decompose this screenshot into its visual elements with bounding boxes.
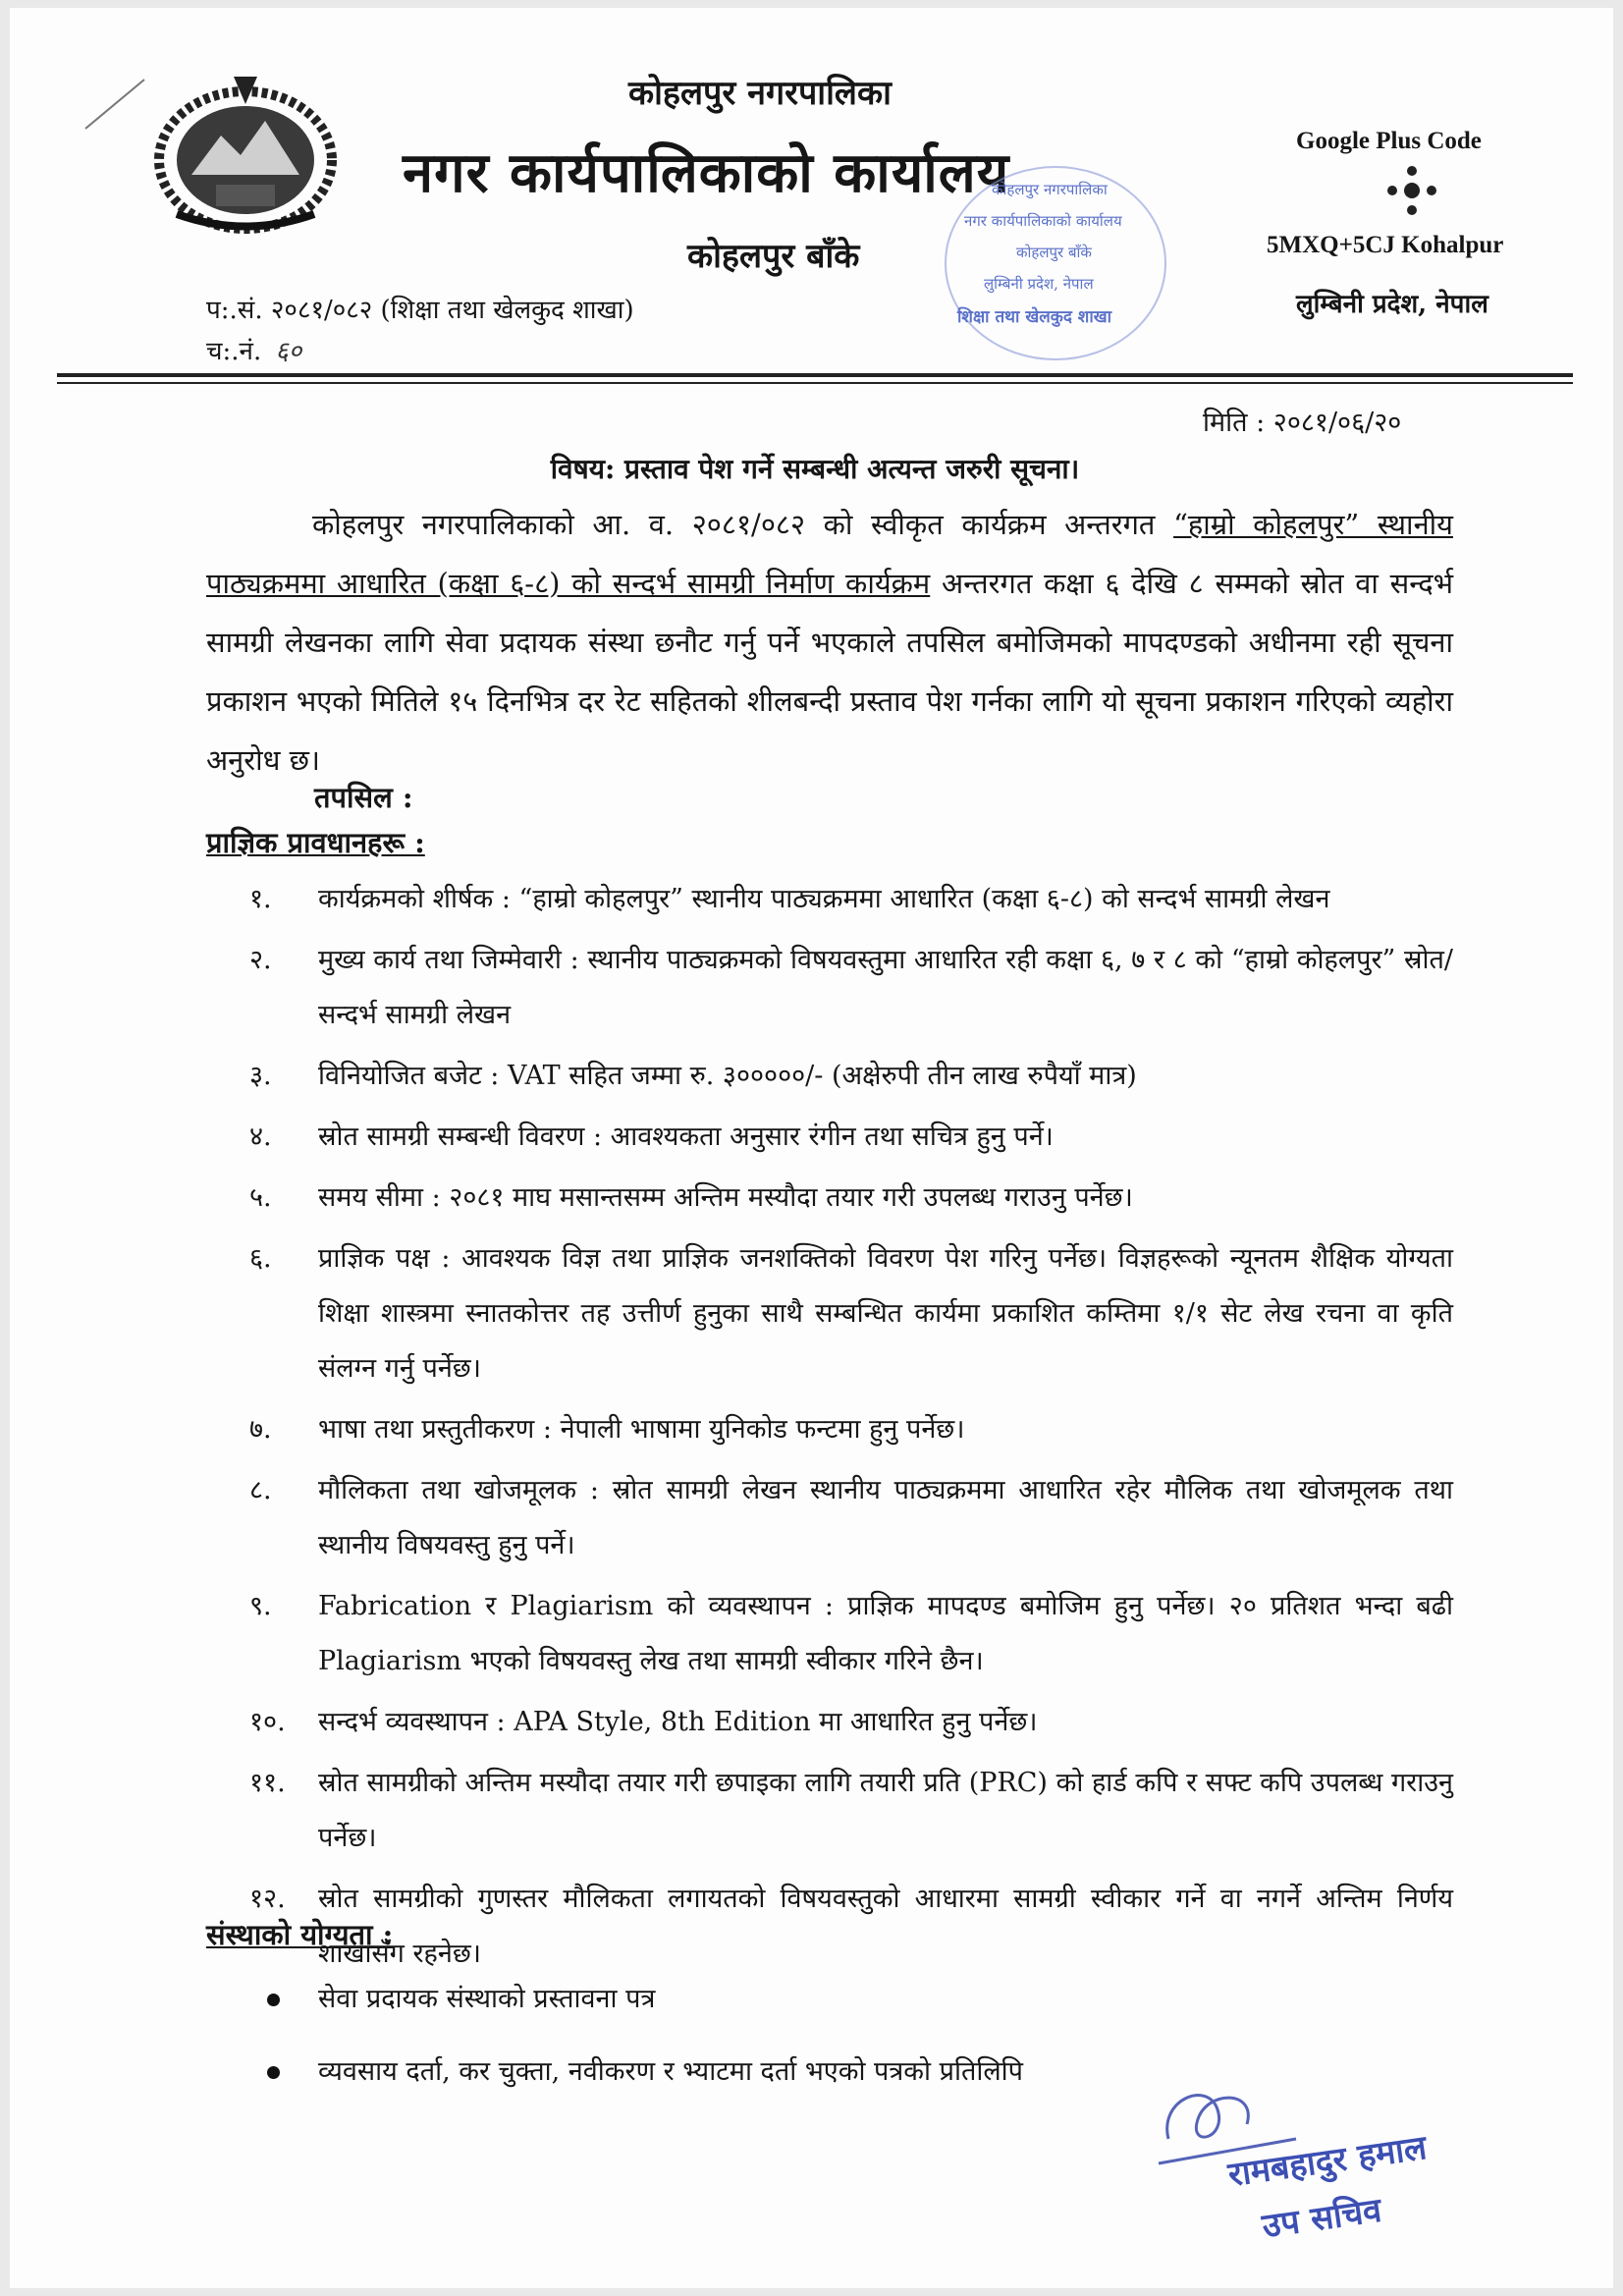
- stamp-line-5: शिक्षा तथा खेलकुद शाखा: [957, 307, 1112, 327]
- notice-body: [206, 495, 1453, 790]
- provision-number: ५.: [249, 1182, 272, 1213]
- office-name: नगर कार्यपालिकाको कार्यालय: [403, 140, 1010, 205]
- province: लुम्बिनी प्रदेश, नेपाल: [1296, 290, 1488, 319]
- provisions-list: [206, 872, 1453, 1988]
- provision-item: [206, 1171, 1453, 1226]
- provision-item: [206, 933, 1453, 1043]
- municipality-name: कोहलपुर नगरपालिका: [628, 74, 892, 113]
- signatory-title: उप सचिव: [1260, 2190, 1384, 2247]
- provision-number: ११.: [249, 1768, 286, 1798]
- dispatch-label: च:.नं.: [206, 337, 262, 366]
- dispatch-number-line: [206, 332, 301, 367]
- qualification-heading: संस्थाको योग्यता :: [206, 1918, 394, 1951]
- provision-text: स्रोत सामग्री सम्बन्धी विवरण : आवश्यकता अनुसार रंगीन तथा सचित्र हुनु पर्ने।: [318, 1121, 1054, 1152]
- provision-text: समय सीमा : २०८१ माघ मसान्तसम्म अन्तिम मस्यौदा तयार गरी उपलब्ध गराउनु पर्नेछ।: [318, 1182, 1133, 1213]
- pen-mark-icon: [81, 75, 149, 134]
- schedule-heading: तपसिल :: [314, 781, 413, 814]
- qualification-text: व्यवसाय दर्ता, कर चुक्ता, नवीकरण र भ्याटमा दर्ता भएको पत्रको प्रतिलिपि: [318, 2056, 1023, 2087]
- provision-number: १.: [249, 884, 272, 914]
- provision-item: [206, 1872, 1453, 1982]
- provision-text: मुख्य कार्य तथा जिम्मेवारी : स्थानीय पाठ्यक्रमको विषयवस्तुमा आधारित रही कक्षा ६, ७ र ८ को “हाम्रो कोहलपुर” स्रोत/सन्दर्भ सामग्री लेखन: [318, 945, 1453, 1030]
- provision-number: ४.: [249, 1121, 272, 1152]
- signatory-name: रामबहादुर हमाल: [1225, 2128, 1430, 2195]
- provision-item: [206, 1756, 1453, 1866]
- provision-number: १०.: [249, 1707, 286, 1737]
- bullet-icon: [267, 2066, 280, 2079]
- qualification-item: [206, 1972, 1453, 2027]
- provision-item: [206, 872, 1453, 927]
- notice-document: [10, 8, 1613, 2288]
- letter-number: प:.सं. २०८१/०८२ (शिक्षा तथा खेलकुद शाखा): [206, 296, 634, 325]
- provision-number: ८.: [249, 1475, 272, 1505]
- provision-text: स्रोत सामग्रीको गुणस्तर मौलिकता लगायतको विषयवस्तुको आधारमा सामग्री स्वीकार गर्ने वा नगर्ने अन्तिम निर्णय शाखासँग रहनेछ।: [318, 1884, 1453, 1969]
- provision-item: [206, 1110, 1453, 1165]
- provision-text: भाषा तथा प्रस्तुतीकरण : नेपाली भाषामा युनिकोड फन्टमा हुनु पर्नेछ।: [318, 1414, 965, 1445]
- provision-text: सन्दर्भ व्यवस्थापन : APA Style, 8th Edition मा आधारित हुनु पर्नेछ।: [318, 1707, 1038, 1737]
- stamp-line-4: लुम्बिनी प्रदेश, नेपाल: [984, 275, 1094, 293]
- body-text-end: अन्तरगत कक्षा ६ देखि ८ सम्मको स्रोत वा सन्दर्भ सामग्री लेखनका लागि सेवा प्रदायक संस्था छनौट गर्नु पर्ने भएकाले तपसिल बमोजिमको मापदण्डको अधीनमा रही सूचना प्रकाशन भएको मितिले १५ दिनभित्र दर रेट सहितको शीलबन्दी प्रस्ताव पेश गर्नका लागि यो सूचना प्रकाशन गरिएको व्यहोरा अनुरोध छ।: [206, 567, 1453, 777]
- office-stamp-icon: [923, 155, 1178, 381]
- program-name: “हाम्रो कोहलपुर” स्थानीय पाठ्यक्रममा आधारित (कक्षा ६-८) को सन्दर्भ सामग्री निर्माण कार्यक्रम: [206, 508, 1453, 600]
- provision-item: [206, 1231, 1453, 1396]
- provision-number: ९.: [249, 1591, 272, 1621]
- subject-line: विषय: प्रस्ताव पेश गर्ने सम्बन्धी अत्यन्त जरुरी सूचना।: [550, 453, 1080, 485]
- provision-text: विनियोजित बजेट : VAT सहित जम्मा रु. ३०००००/- (अक्षेरुपी तीन लाख रुपैयाँ मात्र): [318, 1061, 1137, 1091]
- provision-item: [206, 1695, 1453, 1750]
- plus-code-title: Google Plus Code: [1296, 128, 1482, 154]
- provision-text: Fabrication र Plagiarism को व्यवस्थापन : प्राज्ञिक मापदण्ड बमोजिम हुनु पर्नेछ। २० प्रतिशत भन्दा बढी Plagiarism भएको विषयवस्तु लेख तथा सामग्री स्वीकार गरिने छैन।: [318, 1591, 1453, 1676]
- header-rule-thin: [57, 382, 1573, 384]
- letter-date: मिति : २०८१/०६/२०: [1203, 408, 1402, 438]
- provision-number: १२.: [249, 1884, 286, 1914]
- provision-text: प्राज्ञिक पक्ष : आवश्यक विज्ञ तथा प्राज्ञिक जनशक्तिको विवरण पेश गरिनु पर्नेछ। विज्ञहरूको न्यूनतम शैक्षिक योग्यता शिक्षा शास्त्रमा स्नातकोत्तर तह उत्तीर्ण हुनुका साथै सम्बन्धित कार्यमा प्रकाशित कम्तिमा १/१ सेट लेख रचना वा कृति संलग्न गर्नु पर्नेछ।: [318, 1243, 1453, 1384]
- plus-code-dots-icon: [1384, 163, 1439, 218]
- qualification-text: सेवा प्रदायक संस्थाको प्रस्तावना पत्र: [318, 1984, 656, 2014]
- provision-text: कार्यक्रमको शीर्षक : “हाम्रो कोहलपुर” स्थानीय पाठ्यक्रममा आधारित (कक्षा ६-८) को सन्दर्भ सामग्री लेखन: [318, 884, 1330, 914]
- nepal-government-emblem-icon: [147, 67, 344, 234]
- stamp-line-2: नगर कार्यपालिकाको कार्यालय: [964, 212, 1122, 230]
- provision-item: [206, 1579, 1453, 1689]
- dispatch-number: ६०: [275, 337, 302, 366]
- provision-number: ६.: [249, 1243, 272, 1274]
- provision-number: ७.: [249, 1414, 272, 1445]
- provision-text: स्रोत सामग्रीको अन्तिम मस्यौदा तयार गरी छपाइका लागि तयारी प्रति (PRC) को हार्ड कपि र सफ्ट कपि उपलब्ध गराउनु पर्नेछ।: [318, 1768, 1453, 1853]
- body-text-start: कोहलपुर नगरपालिकाको आ. व. २०८१/०८२ को स्वीकृत कार्यक्रम अन्तरगत: [312, 508, 1174, 541]
- provision-number: २.: [249, 945, 272, 975]
- provisions-heading: प्राज्ञिक प्रावधानहरू :: [206, 826, 425, 859]
- provision-text: मौलिकता तथा खोजमूलक : स्रोत सामग्री लेखन स्थानीय पाठ्यक्रममा आधारित रहेर मौलिक तथा खोजमूलक तथा स्थानीय विषयवस्तु हुनु पर्ने।: [318, 1475, 1453, 1560]
- bullet-icon: [267, 1994, 280, 2006]
- stamp-line-3: कोहलपुर बाँके: [1016, 244, 1092, 261]
- provision-item: [206, 1463, 1453, 1573]
- provision-number: ३.: [249, 1061, 272, 1091]
- plus-code: 5MXQ+5CJ Kohalpur: [1267, 232, 1504, 258]
- provision-item: [206, 1049, 1453, 1104]
- office-location: कोहलपुर बाँके: [687, 237, 860, 276]
- provision-item: [206, 1402, 1453, 1457]
- stamp-line-1: कोहलपुर नगरपालिका: [992, 181, 1108, 198]
- header-rule-thick: [57, 373, 1573, 377]
